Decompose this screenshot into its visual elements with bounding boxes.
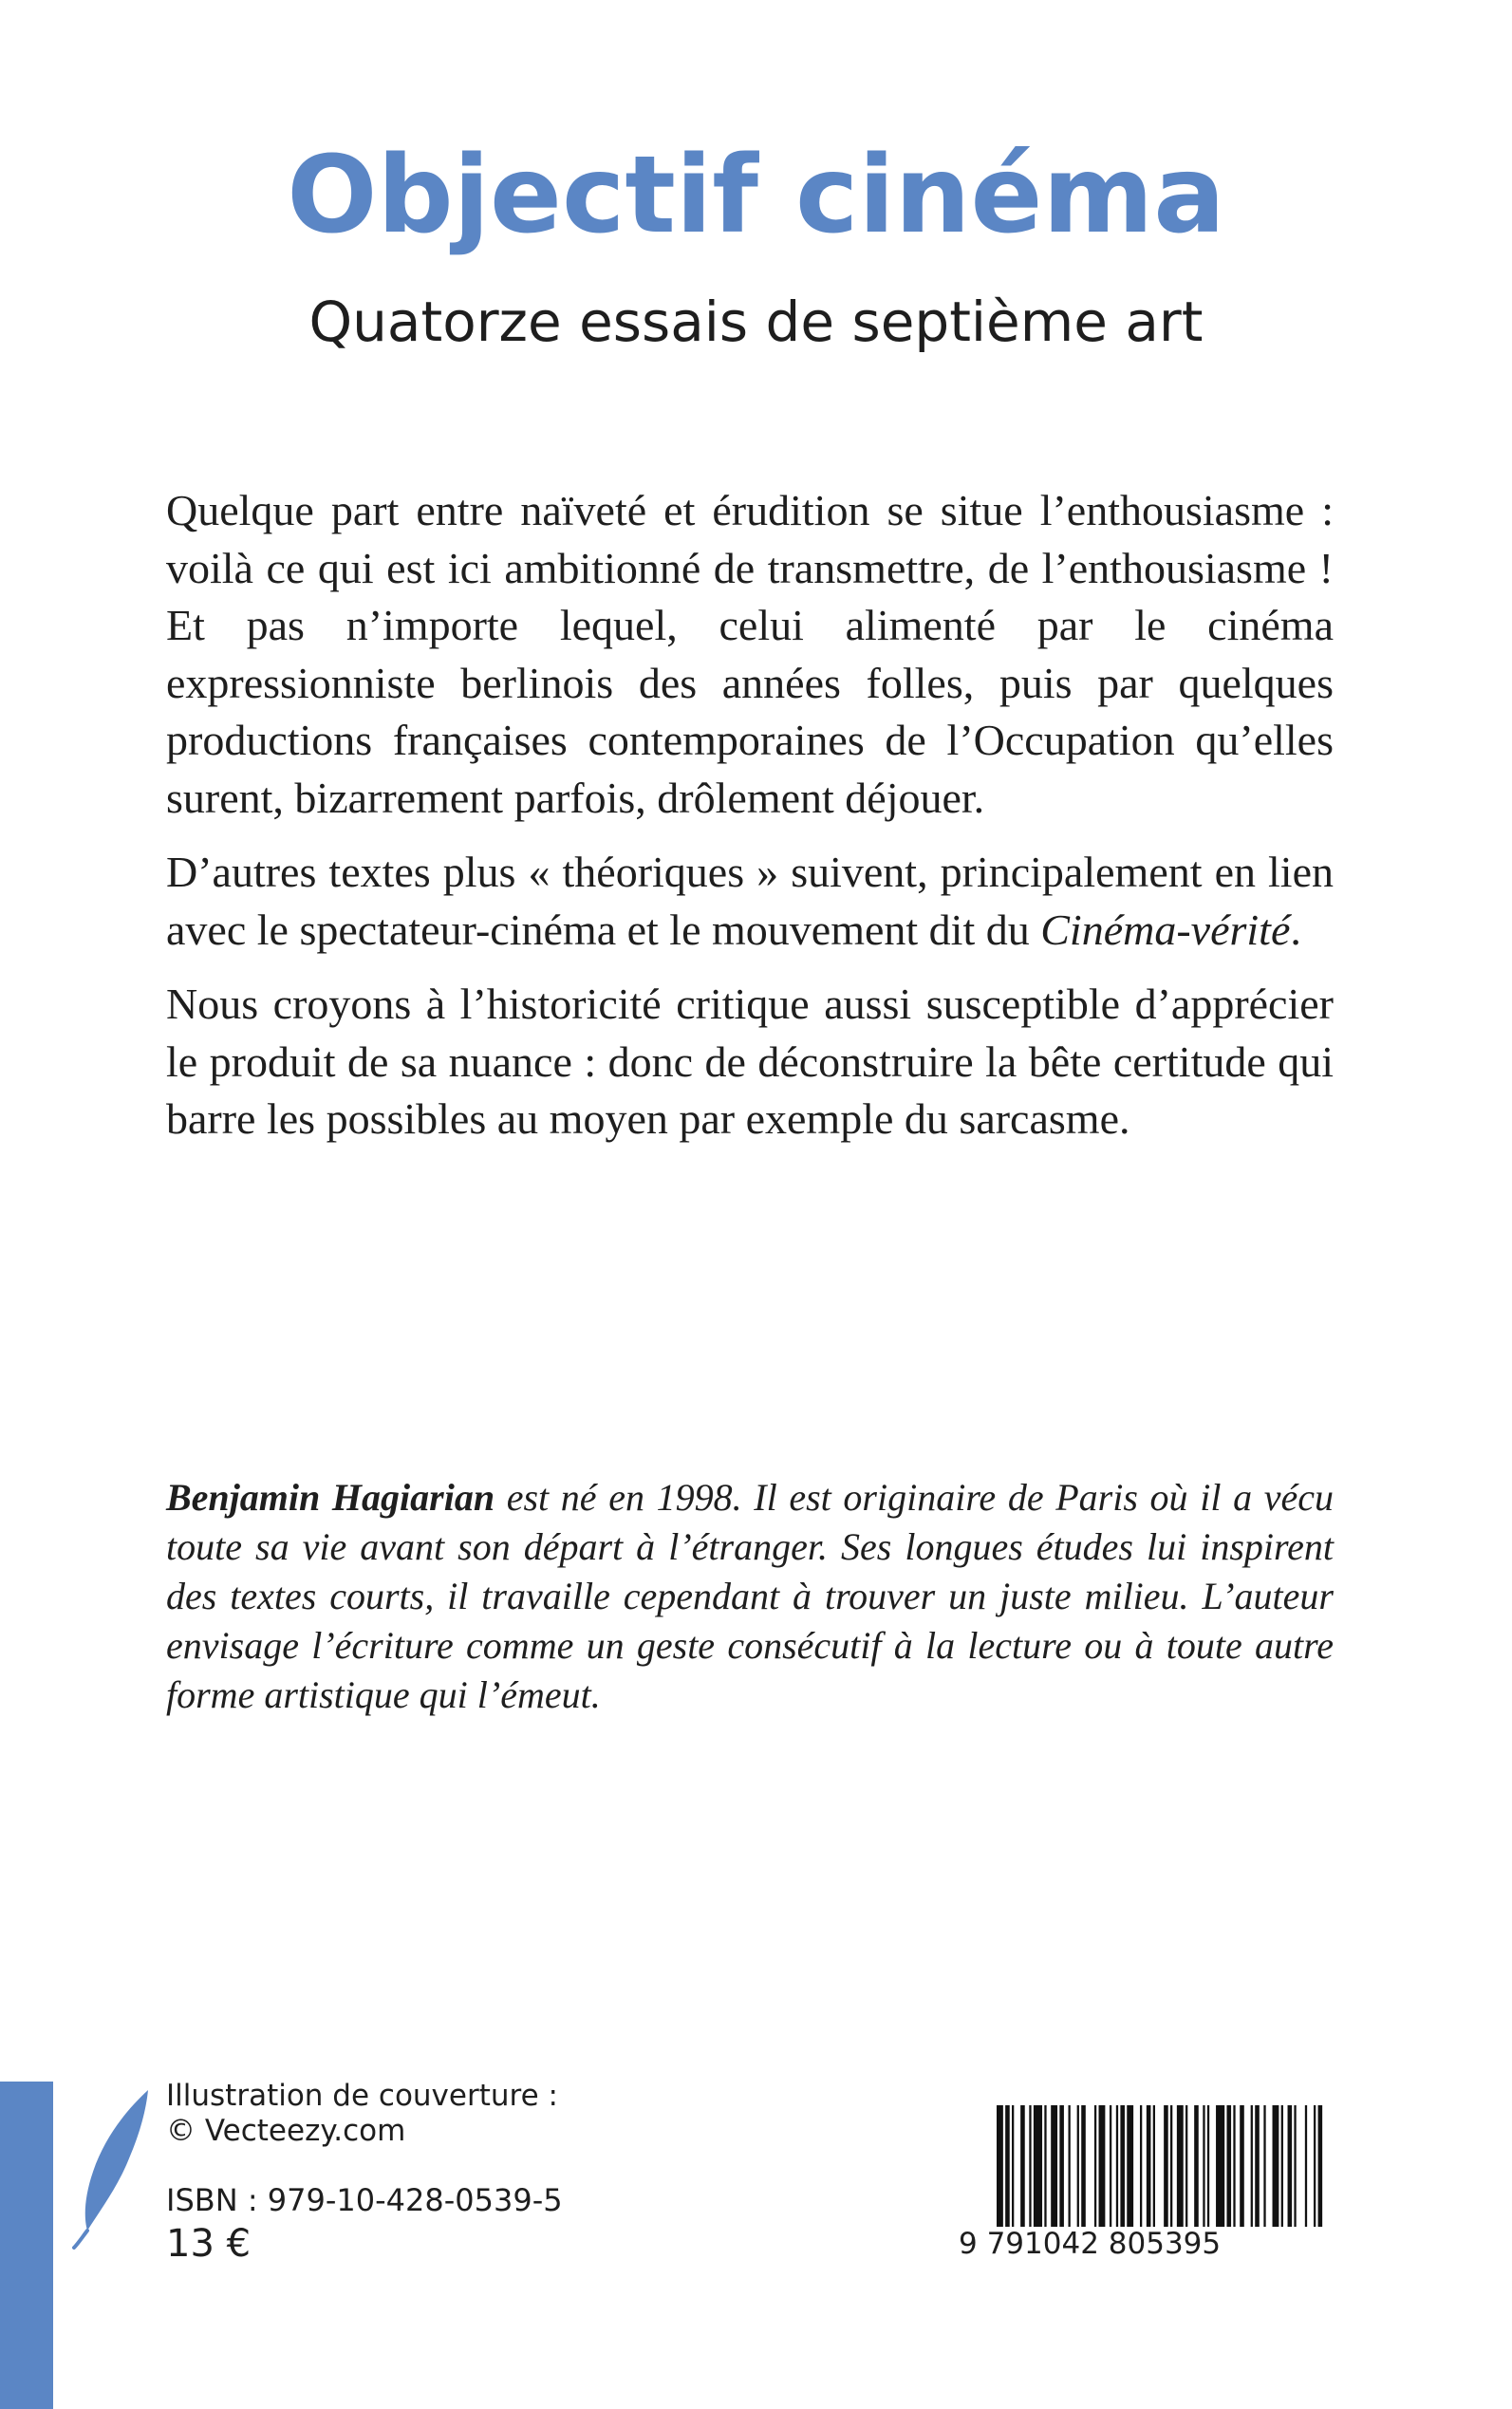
- barcode-bar: [1288, 2105, 1293, 2227]
- blurb-paragraph-3: Nous croyons à l’historicité critique aussi susceptible d’apprécier le produit de sa nuance : donc de déconstruire la bête certitude qui barre les possibles au moyen par exemple du sarcasme.: [166, 980, 1334, 1143]
- blurb-paragraph-1: Quelque part entre naïveté et érudition se situe l’enthousiasme : voilà ce qui est ici ambitionné de transmettre, de l’enthousiasme ! Et pas n’importe lequel, celui alimenté par le cinéma expressionniste berlinois des années folles, puis par quelques productions françaises contemporaines de l’Occupation qu’elles surent, bizarrement parfois, drôlement déjouer.: [166, 486, 1334, 822]
- barcode-bar: [1020, 2105, 1025, 2227]
- barcode-bar: [1012, 2105, 1014, 2227]
- barcode-bar: [1305, 2105, 1307, 2227]
- barcode-bar: [1194, 2105, 1199, 2227]
- blurb-paragraph-2-end: .: [1290, 905, 1301, 954]
- barcode-bar: [1127, 2105, 1133, 2227]
- barcode-bar: [1318, 2105, 1323, 2227]
- barcode-bar: [1177, 2105, 1184, 2227]
- barcode-bar: [1294, 2105, 1296, 2227]
- book-title: Objectif cinéma: [287, 134, 1225, 257]
- barcode-bar: [1251, 2105, 1253, 2227]
- barcode-bar: [1044, 2105, 1046, 2227]
- barcode-bar: [1051, 2105, 1057, 2227]
- barcode-bar: [1273, 2105, 1279, 2227]
- barcode-bar: [1029, 2105, 1031, 2227]
- barcode-bar: [1059, 2105, 1064, 2227]
- barcode-bar: [1314, 2105, 1316, 2227]
- credits-line-2: © Vecteezy.com: [166, 2114, 406, 2148]
- author-bio: [166, 1473, 1334, 1720]
- barcode: [997, 2105, 1329, 2227]
- barcode-bar: [1255, 2105, 1260, 2227]
- barcode-bar: [997, 2105, 1003, 2227]
- barcode-bar: [1207, 2105, 1209, 2227]
- price: 13 €: [166, 2222, 252, 2266]
- barcode-bar: [1094, 2105, 1096, 2227]
- barcode-bar: [1110, 2105, 1111, 2227]
- barcode-bar: [1005, 2105, 1010, 2227]
- accent-sidebar: [0, 2082, 53, 2409]
- barcode-bar: [1147, 2105, 1151, 2227]
- barcode-bar: [1120, 2105, 1125, 2227]
- blurb-paragraph-2-text: D’autres textes plus « théoriques » suivent, principalement en lien avec le spectateur-cinéma et le mouvement dit du: [166, 848, 1334, 954]
- feather-icon: [68, 2088, 150, 2250]
- barcode-bar: [1170, 2105, 1172, 2227]
- credits-line-1: Illustration de couverture :: [166, 2079, 558, 2113]
- barcode-bar: [1164, 2105, 1168, 2227]
- barcode-bar: [1116, 2105, 1118, 2227]
- barcode-bar: [1068, 2105, 1070, 2227]
- barcode-bar: [1240, 2105, 1244, 2227]
- barcode-bar: [1081, 2105, 1086, 2227]
- barcode-bar: [1216, 2105, 1224, 2227]
- barcode-bar: [1281, 2105, 1283, 2227]
- barcode-bar: [1140, 2105, 1142, 2227]
- barcode-bar: [1263, 2105, 1265, 2227]
- barcode-bar: [1077, 2105, 1079, 2227]
- author-name: Benjamin Hagiarian: [166, 1476, 495, 1519]
- barcode-bar: [1153, 2105, 1155, 2227]
- blurb: [166, 482, 1334, 1166]
- barcode-bar: [1099, 2105, 1106, 2227]
- cover-credits: [166, 2079, 558, 2149]
- author-bio-text: est né en 1998. Il est originaire de Paris où il a vécu toute sa vie avant son départ à l’étranger. Ses longues études lui inspirent des textes courts, il travaille cependant à trouver un juste milieu. L’auteur envisage l’écriture comme un geste consécutif à la lecture ou à toute autre forme artistique qui l’émeut.: [166, 1476, 1334, 1716]
- barcode-block: [959, 2105, 1334, 2262]
- barcode-bar: [1233, 2105, 1235, 2227]
- barcode-bar: [1203, 2105, 1204, 2227]
- barcode-bar: [1226, 2105, 1231, 2227]
- isbn: ISBN : 979-10-428-0539-5: [166, 2182, 563, 2218]
- barcode-bar: [1185, 2105, 1187, 2227]
- barcode-bar: [1034, 2105, 1042, 2227]
- barcode-digits: 9 791042 805395: [959, 2227, 1222, 2261]
- blurb-paragraph-2: [166, 844, 1334, 959]
- blurb-italic-term: Cinéma-vérité: [1040, 905, 1291, 954]
- book-subtitle: Quatorze essais de septième art: [308, 289, 1204, 354]
